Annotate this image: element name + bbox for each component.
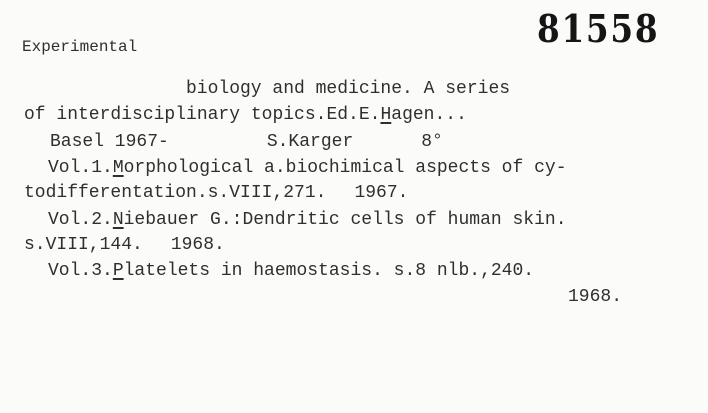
vol2-prefix: Vol.2.	[48, 210, 113, 230]
vol2-cont: s.VIII,144.	[24, 235, 143, 255]
vol3-initial: P	[112, 261, 124, 281]
imprint-line	[50, 131, 443, 153]
vol2-year: 1968.	[170, 235, 225, 255]
editor-initial: H	[380, 105, 392, 125]
editor-line-text: of interdisciplinary topics.Ed.E.	[24, 105, 381, 125]
vol1-prefix: Vol.1.	[48, 158, 113, 178]
vol3-prefix: Vol.3.	[48, 261, 113, 281]
vol3-year: 1968.	[568, 287, 623, 307]
vol3-title: latelets in haemostasis. s.8 nlb.,240.	[123, 261, 535, 281]
imprint-publisher: S.Karger	[266, 132, 354, 152]
vol1-cont: todifferentation.s.VIII,271.	[24, 183, 327, 203]
editor-line-rest: agen...	[391, 105, 467, 125]
vol1-initial: M	[112, 158, 124, 178]
title-line: biology and medicine. A series	[186, 79, 511, 99]
vol2-continuation	[24, 234, 225, 256]
editor-line	[24, 104, 467, 126]
vol2-initial: N	[112, 210, 124, 230]
vol2-line	[48, 209, 567, 231]
vol1-title: orphological a.biochimical aspects of cy-	[123, 158, 567, 178]
card-heading: Experimental	[22, 38, 138, 56]
imprint-place-year: Basel 1967-	[50, 132, 169, 152]
vol3-line	[48, 260, 534, 282]
vol2-title: iebauer G.:Dendritic cells of human skin.	[123, 210, 567, 230]
vol1-line	[48, 157, 567, 179]
catalog-number: 81558	[537, 6, 660, 51]
vol1-year: 1967.	[354, 183, 409, 203]
vol1-continuation	[24, 182, 408, 204]
imprint-format: 8°	[421, 132, 443, 152]
